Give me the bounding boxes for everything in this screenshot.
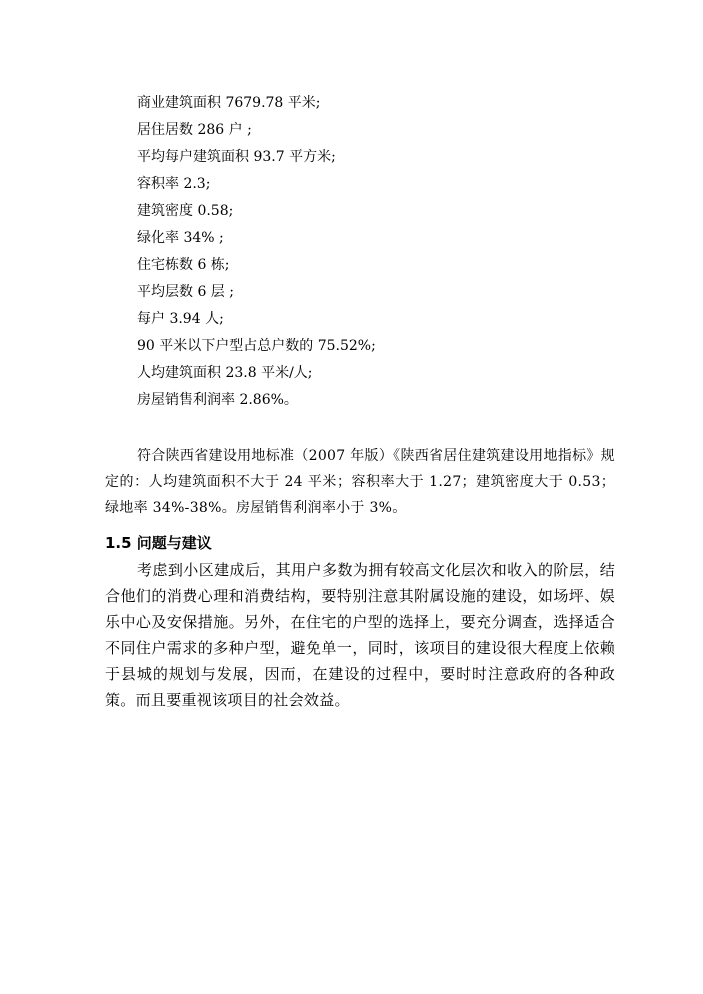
indicator-persons-per-household: 每户 3.94 人;: [137, 311, 224, 327]
indicator-greening-rate: 绿化率 34% ;: [137, 230, 224, 246]
indicator-avg-area-per-household: 平均每户建筑面积 93.7 平方米;: [137, 149, 336, 165]
indicator-list: [137, 90, 376, 414]
indicator-plot-ratio: 容积率 2.3;: [137, 176, 211, 192]
indicator-building-count: 住宅栋数 6 栋;: [137, 257, 230, 273]
indicator-profit-margin: 房屋销售利润率 2.86%。: [137, 392, 298, 408]
indicator-commercial-area: 商业建筑面积 7679.78 平米;: [137, 95, 321, 111]
issues-suggestions-paragraph: 考虑到小区建成后，其用户多数为拥有较高文化层次和收入的阶层，结合他们的消费心理和消费结构，要特别注意其附属设施的建设，如场坪、娱乐中心及安保措施。另外，在住宅的户型的选择上，要充分调查，选择适合不同住户需求的多种户型，避免单一，同时，该项目的建设很大程度上依赖于县城的规划与发展，因而，在建设的过程中，要时时注意政府的各种政策。而且要重视该项目的社会效益。: [105, 561, 615, 709]
indicator-building-density: 建筑密度 0.58;: [137, 203, 234, 219]
indicator-households: 居住居数 286 户 ;: [137, 122, 252, 138]
indicator-small-unit-share: 90 平米以下户型占总户数的 75.52%;: [137, 338, 376, 354]
section-heading: 1.5 问题与建议: [105, 534, 212, 552]
standard-compliance-paragraph: 符合陕西省建设用地标准（2007 年版）《陕西省居住建筑建设用地指标》规定的：人均建筑面积不大于 24 平米；容积率大于 1.27；建筑密度大于 0.53；绿地率 34%-38%。房屋销售利润率小于 3%。: [105, 448, 615, 516]
indicator-avg-floors: 平均层数 6 层 ;: [137, 284, 234, 300]
indicator-area-per-person: 人均建筑面积 23.8 平米/人;: [137, 365, 313, 381]
